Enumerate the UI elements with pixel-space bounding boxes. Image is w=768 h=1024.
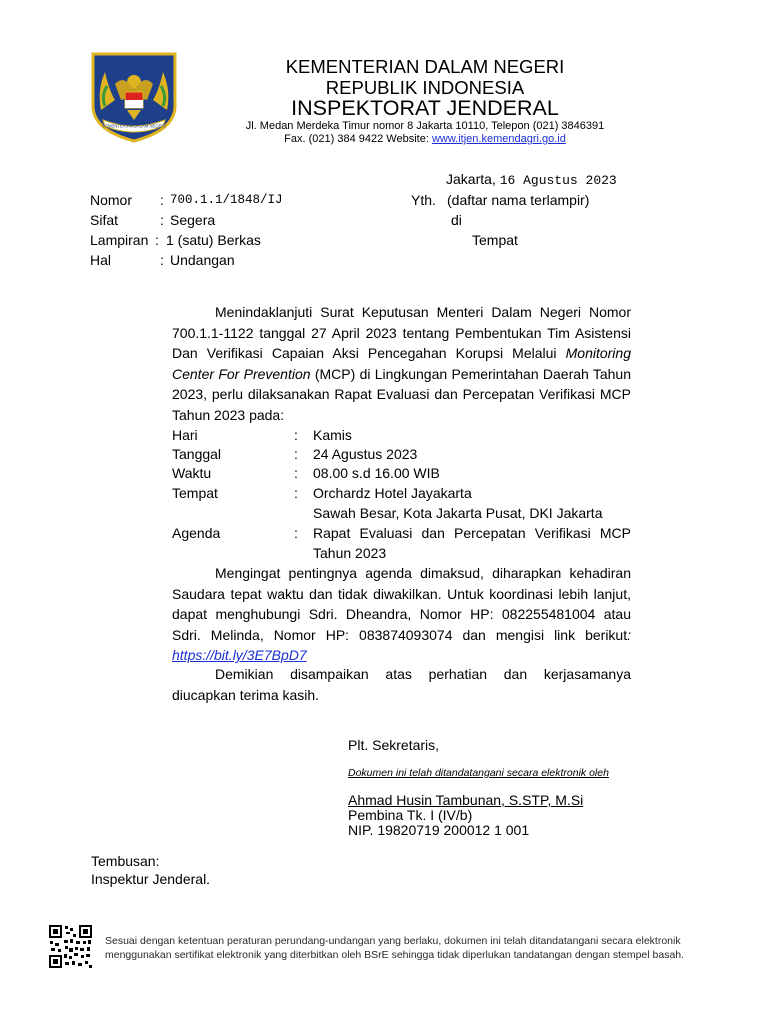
meta-label-lampiran: Lampiran	[90, 232, 149, 248]
fax-text: Fax. (021) 384 9422 Website:	[284, 133, 432, 145]
meta-label-nomor: Nomor	[90, 192, 133, 208]
address-line: Jl. Medan Merdeka Timur nomor 8 Jakarta 10110, Telepon (021) 3846391	[245, 120, 605, 132]
meta-value-lampiran: 1 (satu) Berkas	[166, 232, 261, 248]
meta-sep: :	[160, 212, 164, 228]
colon: :	[627, 626, 631, 643]
signatory-rank: Pembina Tk. I (IV/b)	[348, 807, 473, 823]
date-place: Jakarta,	[446, 171, 496, 187]
contact-line	[190, 133, 660, 146]
recipient-place: Tempat	[472, 232, 518, 248]
recipient-yth: Yth.	[411, 192, 436, 208]
registration-link[interactable]: https://bit.ly/3E7BpD7	[172, 647, 307, 663]
meta-sep: :	[160, 252, 164, 268]
signatory-nip: NIP. 19820719 200012 1 001	[348, 822, 530, 838]
closing-paragraph: Demikian disampaikan atas perhatian dan kerjasamanya diucapkan terima kasih.	[172, 666, 631, 703]
date-value: 16 Agustus 2023	[499, 173, 617, 188]
signatory-title: Plt. Sekretaris,	[348, 737, 440, 753]
coordination-text: Mengingat pentingnya agenda dimaksud, diharapkan kehadiran Saudara tepat waktu dan tidak diwakilkan. Untuk koordinasi lebih lanjut, dapat menghubungi Sdri. Dheandra, Nomor HP: 082255481004 atau Sdri. Melinda, Nomor HP: 083874093074 dan mengisi link berikut	[172, 565, 631, 643]
detail-value-agenda-line2: Tahun 2023	[313, 545, 387, 561]
logo-banner-text: KEMENTERIAN DALAM NEGERI	[102, 123, 166, 129]
opening-text: Menindaklanjuti Surat Keputusan Menteri Dalam Negeri Nomor 700.1.1-1122 tanggal 27 April 2023 tentang Pembentukan Tim Asistensi Dan Verifikasi Capaian Aksi Pencegahan Korupsi Melalui	[172, 304, 631, 361]
detail-sep: :	[294, 525, 298, 541]
detail-sep: :	[294, 427, 298, 443]
detail-label-tempat: Tempat	[172, 485, 218, 501]
cc-title: Tembusan:	[91, 853, 160, 869]
meta-label-hal: Hal	[90, 252, 112, 268]
detail-value-agenda: Rapat Evaluasi dan Percepatan Verifikasi MCP	[313, 525, 631, 541]
detail-label-tanggal: Tanggal	[172, 446, 222, 462]
letter-date	[446, 169, 617, 191]
qr-code-icon	[48, 924, 93, 969]
meta-value-nomor: 700.1.1/1848/IJ	[170, 193, 283, 207]
detail-label-waktu: Waktu	[172, 465, 212, 481]
recipient-name: (daftar nama terlampir)	[447, 192, 590, 208]
detail-value-tempat: Orchardz Hotel Jayakarta	[313, 485, 472, 501]
coordination-paragraph	[172, 563, 631, 666]
detail-label-agenda: Agenda	[172, 525, 221, 541]
opening-text-end: (MCP) di Lingkungan Pemerintahan Daerah Tahun 2023, perlu dilaksanakan Rapat Evaluasi dan Percepatan Verifikasi MCP Tahun 2023 pada:	[172, 365, 632, 423]
detail-value-waktu: 08.00 s.d 16.00 WIB	[313, 465, 440, 481]
detail-sep: :	[294, 465, 298, 481]
detail-value-tanggal: 24 Agustus 2023	[313, 446, 418, 462]
detail-sep: :	[294, 485, 298, 501]
opening-paragraph	[172, 302, 631, 425]
signatory-name: Ahmad Husin Tambunan, S.STP, M.Si	[348, 792, 584, 808]
detail-sep: :	[294, 446, 298, 462]
unit-name: INSPEKTORAT JENDERAL	[291, 96, 559, 120]
e-sign-note: Dokumen ini telah ditandatangani secara elektronik oleh	[348, 767, 609, 779]
website-link[interactable]: www.itjen.kemendagri.go.id	[431, 133, 566, 145]
footer-note-line1: Sesuai dengan ketentuan peraturan perundang-undangan yang berlaku, dokumen ini telah ditandatangani secara elektronik	[105, 935, 681, 947]
kemendagri-logo	[87, 50, 181, 144]
meta-value-sifat: Segera	[170, 212, 216, 228]
footer-note-line2: menggunakan sertifikat elektronik yang diterbitkan oleh BSrE sehingga tidak diperlukan tandatangan dengan stempel basah.	[105, 949, 685, 961]
meta-label-sifat: Sifat	[90, 212, 119, 228]
recipient-di: di	[451, 212, 462, 228]
cc-item: Inspektur Jenderal.	[91, 871, 211, 887]
ministry-name: KEMENTERIAN DALAM NEGERI	[285, 56, 565, 77]
program-name: Monitoring Center For Prevention	[172, 345, 631, 382]
detail-value-tempat-line2: Sawah Besar, Kota Jakarta Pusat, DKI Jakarta	[313, 505, 603, 521]
meta-sep: :	[155, 232, 159, 248]
detail-label-hari: Hari	[172, 427, 198, 443]
detail-value-hari: Kamis	[313, 427, 352, 443]
country-name: REPUBLIK INDONESIA	[325, 77, 525, 98]
meta-value-hal: Undangan	[170, 252, 235, 268]
meta-sep: :	[160, 192, 164, 208]
